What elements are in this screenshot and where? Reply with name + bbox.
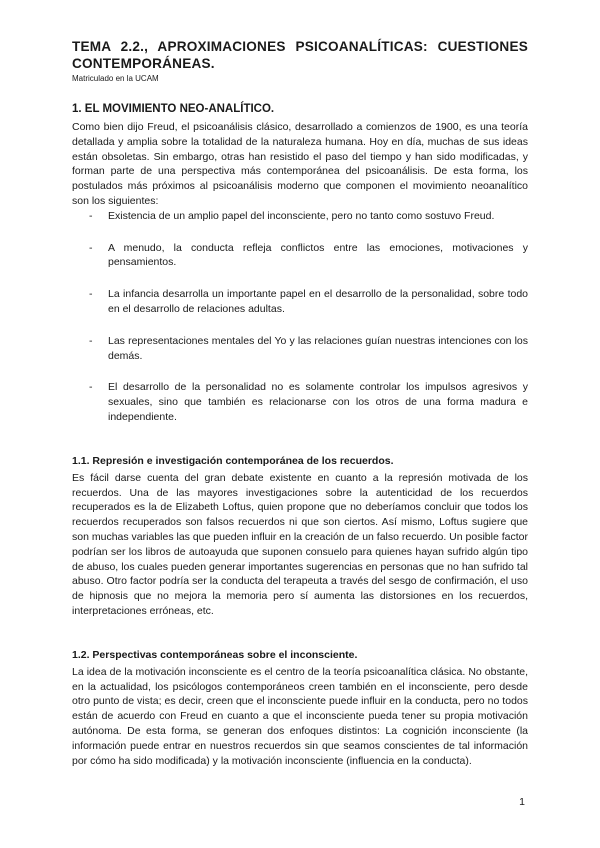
bullet-marker: - [89, 288, 93, 301]
list-item [72, 380, 528, 424]
bullet-marker: - [89, 334, 93, 347]
list-item [72, 209, 528, 224]
bullet-marker: - [89, 209, 93, 222]
list-item [72, 287, 528, 317]
section-memory-repression [72, 454, 528, 619]
list-item [72, 241, 528, 271]
bullet-marker: - [89, 381, 93, 394]
list-item-text: Las representaciones mentales del Yo y las relaciones guían nuestras intenciones con los demás. [108, 334, 528, 362]
subsection-paragraph: La idea de la motivación inconsciente es el centro de la teoría psicoanalítica clásica. No obstante, en la actualidad, los psicólogos contemporáneos creen también en el inconsciente, pero desde otro punto de vista; es decir, creen que el inconsciente puede influir en la conducta, pero no todos están de acuerdo con Freud en cuanto a que el inconsciente pueda tener su propia motivación autónoma. De esta forma, se generan dos enfoques distintos: La cognición inconsciente (la información puede entrar en nuestros recuerdos sin que seamos conscientes de tal información por cómo ha sido modificada) y la motivación inconsciente (influencia en la conducta). [72, 665, 528, 767]
bullet-marker: - [89, 241, 93, 254]
section-heading: 1. EL MOVIMIENTO NEO-ANALÍTICO. [72, 103, 275, 115]
list-item-text: Existencia de un amplio papel del inconsciente, pero no tanto como sostuvo Freud. [108, 209, 495, 222]
postulates-list [72, 209, 528, 425]
document-title: TEMA 2.2., APROXIMACIONES PSICOANALÍTICAS: CUESTIONES CONTEMPORÁNEAS. [72, 39, 528, 71]
subsection-heading: 1.1. Represión e investigación contemporánea de los recuerdos. [72, 454, 394, 467]
list-item-text: El desarrollo de la personalidad no es solamente controlar los impulsos agresivos y sexuales, sino que también es relacionarse con los otros de una forma madura e independiente. [108, 381, 528, 423]
document-page [72, 38, 528, 768]
section-intro-paragraph: Como bien dijo Freud, el psicoanálisis clásico, desarrollado a comienzos de 1900, es una teoría detallada y amplia sobre la totalidad de la naturaleza humana. Hoy en día, muchas de sus ideas están obsoletas. Sin embargo, otras han resistido el paso del tiempo y han sido modificadas, y forman parte de una perspectiva más contemporánea del psicoanálisis. De esta forma, los postulados más próximos al psicoanálisis moderno que componen el movimiento neoanalítico son los siguientes: [72, 121, 528, 207]
list-item-text: La infancia desarrolla un importante papel en el desarrollo de la personalidad, sobre todo en el desarrollo de relaciones adultas. [108, 288, 528, 315]
document-subtitle: Matriculado en la UCAM [72, 74, 159, 83]
list-item-text: A menudo, la conducta refleja conflictos entre las emociones, motivaciones y pensamientos. [108, 241, 528, 269]
section-unconscious [72, 648, 528, 769]
list-item [72, 334, 528, 364]
subsection-paragraph: Es fácil darse cuenta del gran debate existente en cuanto a la represión motivada de los recuerdos. Una de las mayores investigaciones sobre la autenticidad de los recuerdos recuperados es la de Elizabeth Loftus, quien propone que no deberíamos concluir que todos los recuerdos recuperados son falsos recuerdos ni que son ciertos. Así mismo, Loftus sugiere que son muchas variables las que pueden influir en la creación de un falso recuerdo. Un posible factor podrían ser los libros de autoayuda que suponen consuelo para quienes hayan sufrido algún tipo de abuso, los cuales pueden generar importantes sugerencias en personas que no han sufrido tal abuso. Otro factor podría ser la conducta del terapeuta a través del sesgo de confirmación, el uso de hipnosis que no mejora la memoria pero sí aumenta las distorsiones en los recuerdos, interpretaciones erróneas, etc. [72, 471, 528, 617]
subsection-heading: 1.2. Perspectivas contemporáneas sobre el inconsciente. [72, 648, 358, 661]
section-neoanalytic [72, 102, 528, 425]
page-number: 1 [519, 796, 525, 808]
